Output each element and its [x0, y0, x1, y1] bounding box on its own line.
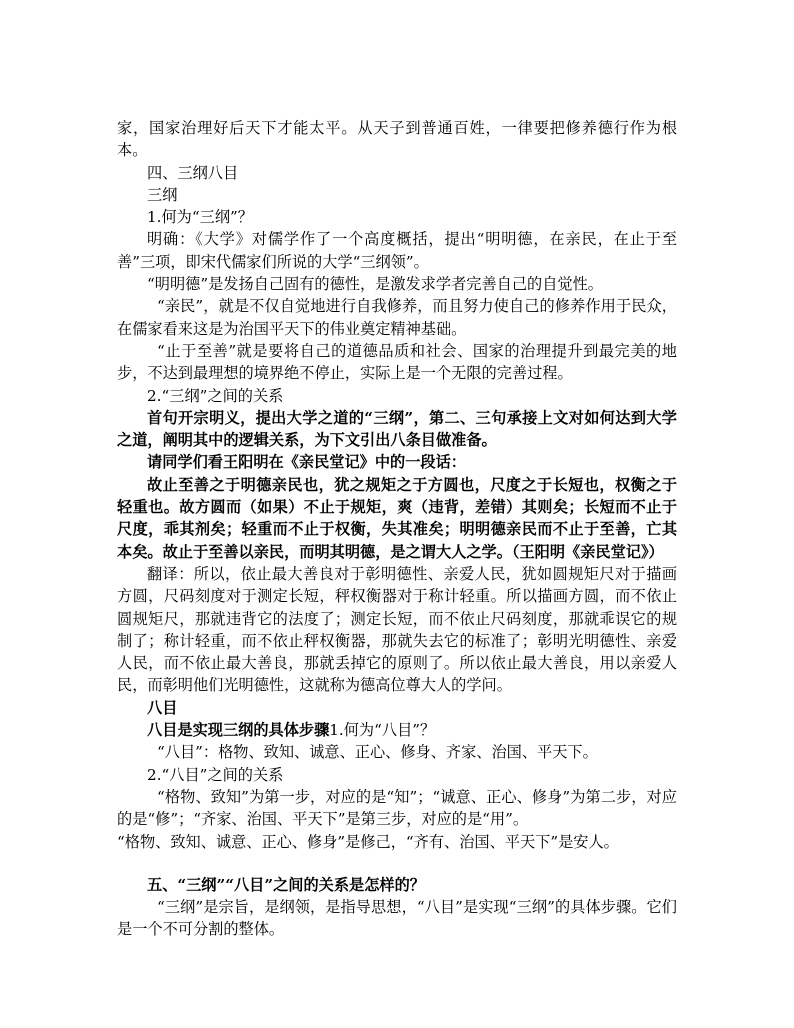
bold-paragraph-1: 首句开宗明义，提出大学之道的“三纲”，第二、三句承接上文对如何达到大学之道，阐明其中的逻辑关系，为下文引出八条目做准备。 — [117, 408, 677, 450]
bamu-relation: “格物、致知”为第一步，对应的是“知”；“诚意、正心、修身”为第二步，对应的是“修”；“齐家、治国、平天下”是第三步，对应的是“用”。 — [117, 787, 677, 829]
paragraph-continued: 家，国家治理好后天下才能太平。从天子到普通百姓，一律要把修养德行作为根本。 — [117, 119, 677, 160]
section-heading-4: 四、三纲八目 — [147, 163, 239, 182]
qinmin-paragraph: “亲民”，就是不仅自觉地进行自我修养，而且努力使自己的修养作用于民众，在儒家看来这是为治国平天下的伟业奠定精神基础。 — [117, 297, 677, 338]
bamu-bold: 八目是实现三纲的具体步骤 — [147, 721, 330, 740]
question-1: 1.何为“三纲”？ — [147, 208, 253, 227]
bamu-question-1: 1.何为“八目”？ — [329, 721, 436, 740]
section-heading-5: 五、“三纲”“八目”之间的关系是怎样的？ — [147, 875, 425, 894]
zhishan-paragraph: “止于至善”就是要将自己的道德品质和社会、国家的治理提升到最完美的地步，不达到最理想的境界绝不停止，实际上是一个无限的完善过程。 — [117, 341, 677, 383]
mingmingde-paragraph: “明明德”是发扬自己固有的德性，是激发求学者完善自己的自觉性。 — [147, 275, 603, 294]
question-2: 2.“三纲”之间的关系 — [147, 386, 284, 405]
bamu-list: “八目”：格物、致知、诚意、正心、修身、齐家、治国、平天下。 — [157, 743, 598, 762]
bamu-line — [117, 719, 677, 741]
answer-paragraph: “三纲”是宗旨，是纲领，是指导思想，“八目”是实现“三纲”的具体步骤。它们是一个不可分割的整体。 — [117, 898, 677, 939]
bamu-question-2: 2.“八目”之间的关系 — [147, 765, 284, 784]
bold-paragraph-2: 请同学们看王阳明在《亲民堂记》中的一段话： — [147, 453, 466, 472]
translation-paragraph: 翻译：所以，依止最大善良对于彰明德性、亲爱人民，犹如圆规矩尺对于描画方圆，尺码刻度对于测定长短，秤权衡器对于称计轻重。所以描画方圆，而不依止圆规矩尺，那就违背它的法度了；测定长短，而不依止尺码刻度，那就乖误它的规制了；称计轻重，而不依止秤权衡器，那就失去它的标准了；彰明光明德性、亲爱人民，而不依止最大善良，那就丢掉它的原则了。所以依止最大善良，用以亲爱人民，而彰明他们光明德性，这就称为德高位尊大人的学问。 — [117, 564, 677, 695]
bamu-summary: “格物、致知、诚意、正心、修身”是修己，“齐有、治国、平天下”是安人。 — [117, 832, 619, 851]
document-page — [117, 117, 677, 941]
subheading-bamu: 八目 — [147, 698, 178, 717]
subheading-sangang: 三纲 — [147, 185, 178, 204]
quote-paragraph: 故止至善之于明德亲民也，犹之规矩之于方圆也，尺度之于长短也，权衡之于轻重也。故方圆而（如果）不止于规矩，爽（违背，差错）其则矣；长短而不止于尺度，乖其剂矣；轻重而不止于权衡，失其准矣；明明德亲民而不止于至善，亡其本矣。故止于至善以亲民，而明其明德，是之谓大人之学。（王阳明《亲民堂记》） — [117, 475, 677, 561]
clarification-paragraph: 明确：《大学》对儒学作了一个高度概括，提出“明明德，在亲民，在止于至善”三项，即宋代儒家们所说的大学“三纲领”。 — [117, 230, 677, 271]
